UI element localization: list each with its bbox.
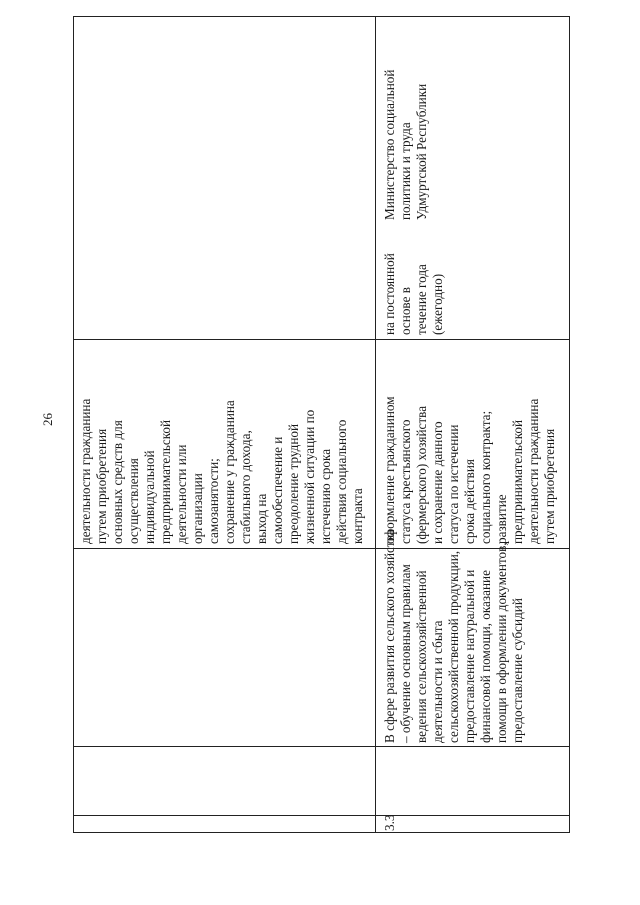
text-line: осуществления [126, 458, 141, 544]
deadline-cell [382, 253, 446, 335]
text-line: контракта [350, 488, 365, 544]
text-line: деятельности гражданина [526, 398, 541, 544]
table-border-line [73, 815, 569, 816]
text-line: индивидуальной [142, 450, 157, 544]
text-line: основе в [398, 287, 413, 335]
results-cell [382, 396, 558, 544]
table-border-line [569, 16, 570, 833]
text-line: предпринимательской [158, 419, 173, 544]
text-line: – обучение основным правилам [398, 564, 413, 743]
text-line: на постоянной [382, 253, 397, 335]
text-line: Удмуртской Республики [414, 83, 429, 220]
text-line: Министерство социальной [382, 69, 397, 220]
text-line: сохранение у гражданина [222, 400, 237, 544]
text-line: статуса крестьянского [398, 419, 413, 544]
row-number-cell [382, 815, 398, 831]
table-border-line [375, 16, 376, 833]
measure-cell [382, 529, 526, 743]
page-number: 26 [40, 413, 55, 426]
text-line: (ежегодно) [430, 273, 445, 335]
text-line: путем приобретения [542, 428, 557, 544]
row-number: 3.3 [382, 814, 397, 831]
text-line: деятельности гражданина [78, 398, 93, 544]
text-line: истечению срока [318, 448, 333, 544]
text-line: деятельности и сбыта [430, 620, 445, 743]
text-line: ведения сельскохозяйственной [414, 570, 429, 743]
text-line: оформление гражданином [382, 396, 397, 544]
text-line: выход на [254, 493, 269, 544]
text-line: В сфере развития сельского хозяйства [382, 529, 397, 743]
text-line: течение года [414, 264, 429, 335]
table-border-line [73, 16, 569, 17]
results-cell [78, 399, 366, 544]
text-line: предоставление субсидий [510, 598, 525, 743]
text-line: статуса по истечении [446, 424, 461, 544]
text-line: деятельности или [174, 444, 189, 544]
text-line: политики и труда [398, 122, 413, 220]
table-border-line [73, 746, 569, 747]
table-border-line [73, 339, 569, 340]
table-border-line [73, 832, 569, 833]
text-line: сельскохозяйственной продукции, [446, 550, 461, 743]
text-line: организации [190, 473, 205, 544]
table-border-line [73, 16, 74, 833]
text-line: жизненной ситуации по [302, 409, 317, 544]
text-line: путем приобретения [94, 428, 109, 544]
text-line: предпринимательской [510, 419, 525, 544]
text-line: основных средств для [110, 420, 125, 544]
text-line: срока действия [462, 459, 477, 544]
text-line: действия социального [334, 419, 349, 544]
text-line: самозанятости; [206, 458, 221, 544]
text-line: стабильного дохода, [238, 430, 253, 544]
text-line: финансовой помощи, оказание [478, 570, 493, 743]
text-line: и сохранение данного [430, 421, 445, 544]
executor-cell [382, 70, 430, 220]
text-line: (фермерского) хозяйства [414, 405, 429, 544]
text-line: помощи в оформлении документов, [494, 542, 509, 743]
text-line: преодоление трудной [286, 423, 301, 544]
document-table [73, 16, 569, 832]
text-line: развитие [494, 494, 509, 544]
text-line: самообеспечение и [270, 436, 285, 544]
text-line: предоставление натуральной и [462, 569, 477, 743]
text-line: социального контракта; [478, 410, 493, 544]
